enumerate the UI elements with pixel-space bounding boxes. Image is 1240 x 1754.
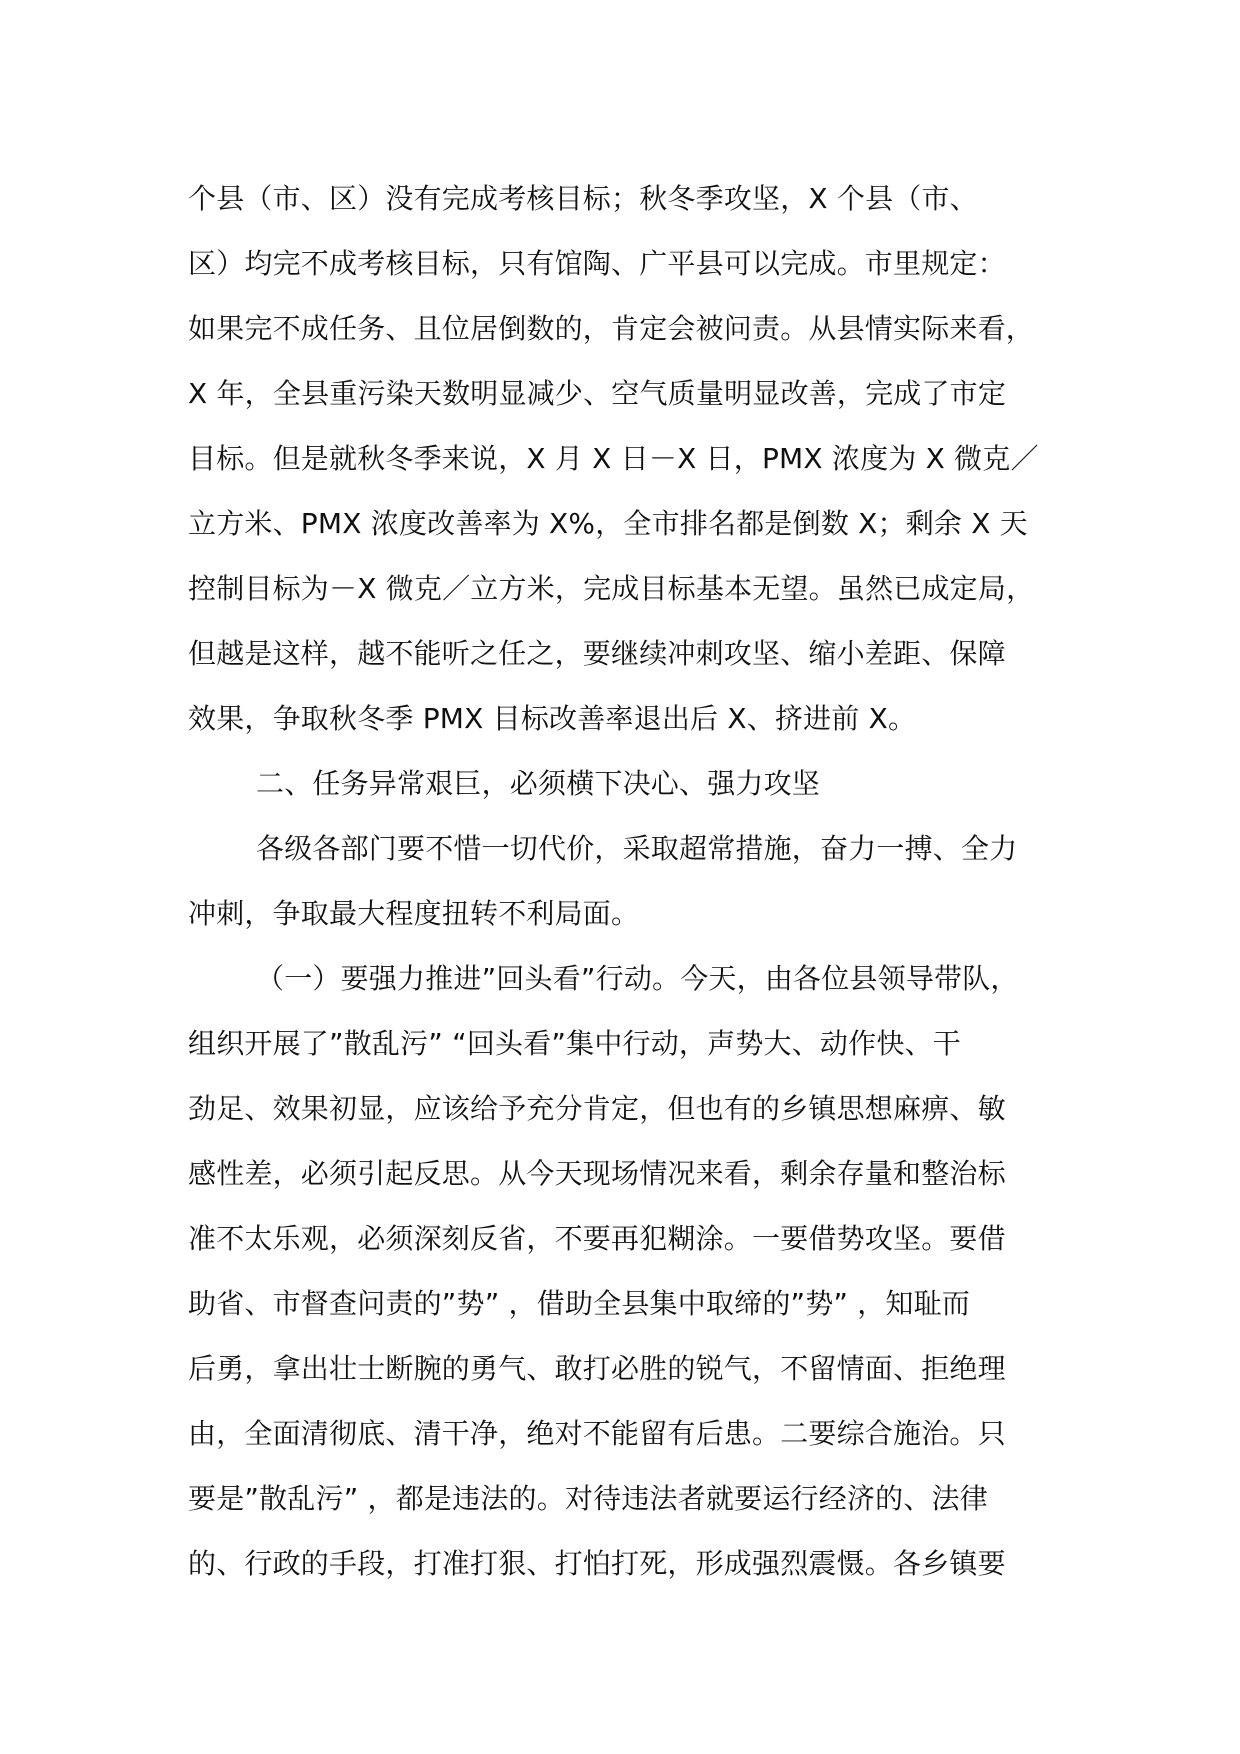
text-line: 个县（市、区）没有完成考核目标；秋冬季攻坚，X 个县（市、 [188, 182, 978, 215]
text-line: 但越是这样，越不能听之任之，要继续冲刺攻坚、缩小差距、保障 [188, 637, 1006, 670]
text-line: 区）均完不成考核目标，只有馆陶、广平县可以完成。市里规定： [188, 247, 1006, 280]
text-line: 效果，争取秋冬季 PMX 目标改善率退出后 X、挤进前 X。 [188, 702, 917, 735]
text-line: 感性差，必须引起反思。从今天现场情况来看，剩余存量和整治标 [188, 1157, 1006, 1190]
subsection-heading-line: （一）要强力推进”回头看”行动。今天，由各位县领导带队， [256, 962, 1019, 995]
text-line: 冲刺，争取最大程度扭转不利局面。 [188, 897, 640, 930]
text-line: 如果完不成任务、且位居倒数的，肯定会被问责。从县情实际来看， [188, 312, 1035, 345]
text-line: X 年，全县重污染天数明显减少、空气质量明显改善，完成了市定 [188, 377, 1007, 410]
text-line: 控制目标为－X 微克／立方米，完成目标基本无望。虽然已成定局， [188, 572, 1035, 605]
text-line: 助省、市督查问责的”势” ，借助全县集中取缔的”势” ，知耻而 [188, 1287, 971, 1320]
text-line: 后勇，拿出壮士断腕的勇气、敢打必胜的锐气，不留情面、拒绝理 [188, 1352, 1006, 1385]
paragraph-start-line: 各级各部门要不惜一切代价，采取超常措施，奋力一搏、全力 [256, 832, 1018, 865]
text-line: 由，全面清彻底、清干净，绝对不能留有后患。二要综合施治。只 [188, 1417, 1006, 1450]
text-line: 准不太乐观，必须深刻反省，不要再犯糊涂。一要借势攻坚。要借 [188, 1222, 1006, 1255]
text-line: 立方米、PMX 浓度改善率为 X%，全市排名都是倒数 X；剩余 X 天 [188, 507, 1028, 540]
body-text [188, 166, 1088, 1596]
text-line: 要是”散乱污” ，都是违法的。对待违法者就要运行经济的、法律 [188, 1482, 988, 1515]
text-line: 组织开展了”散乱污” “回头看”集中行动，声势大、动作快、干 [188, 1027, 961, 1060]
text-line: 目标。但是就秋冬季来说，X 月 X 日－X 日，PMX 浓度为 X 微克／ [188, 442, 1039, 475]
text-line: 的、行政的手段，打准打狠、打怕打死，形成强烈震慑。各乡镇要 [188, 1547, 1006, 1580]
text-line: 劲足、效果初显，应该给予充分肯定，但也有的乡镇思想麻痹、敏 [188, 1092, 1006, 1125]
section-heading: 二、任务异常艰巨，必须横下决心、强力攻坚 [256, 767, 821, 800]
